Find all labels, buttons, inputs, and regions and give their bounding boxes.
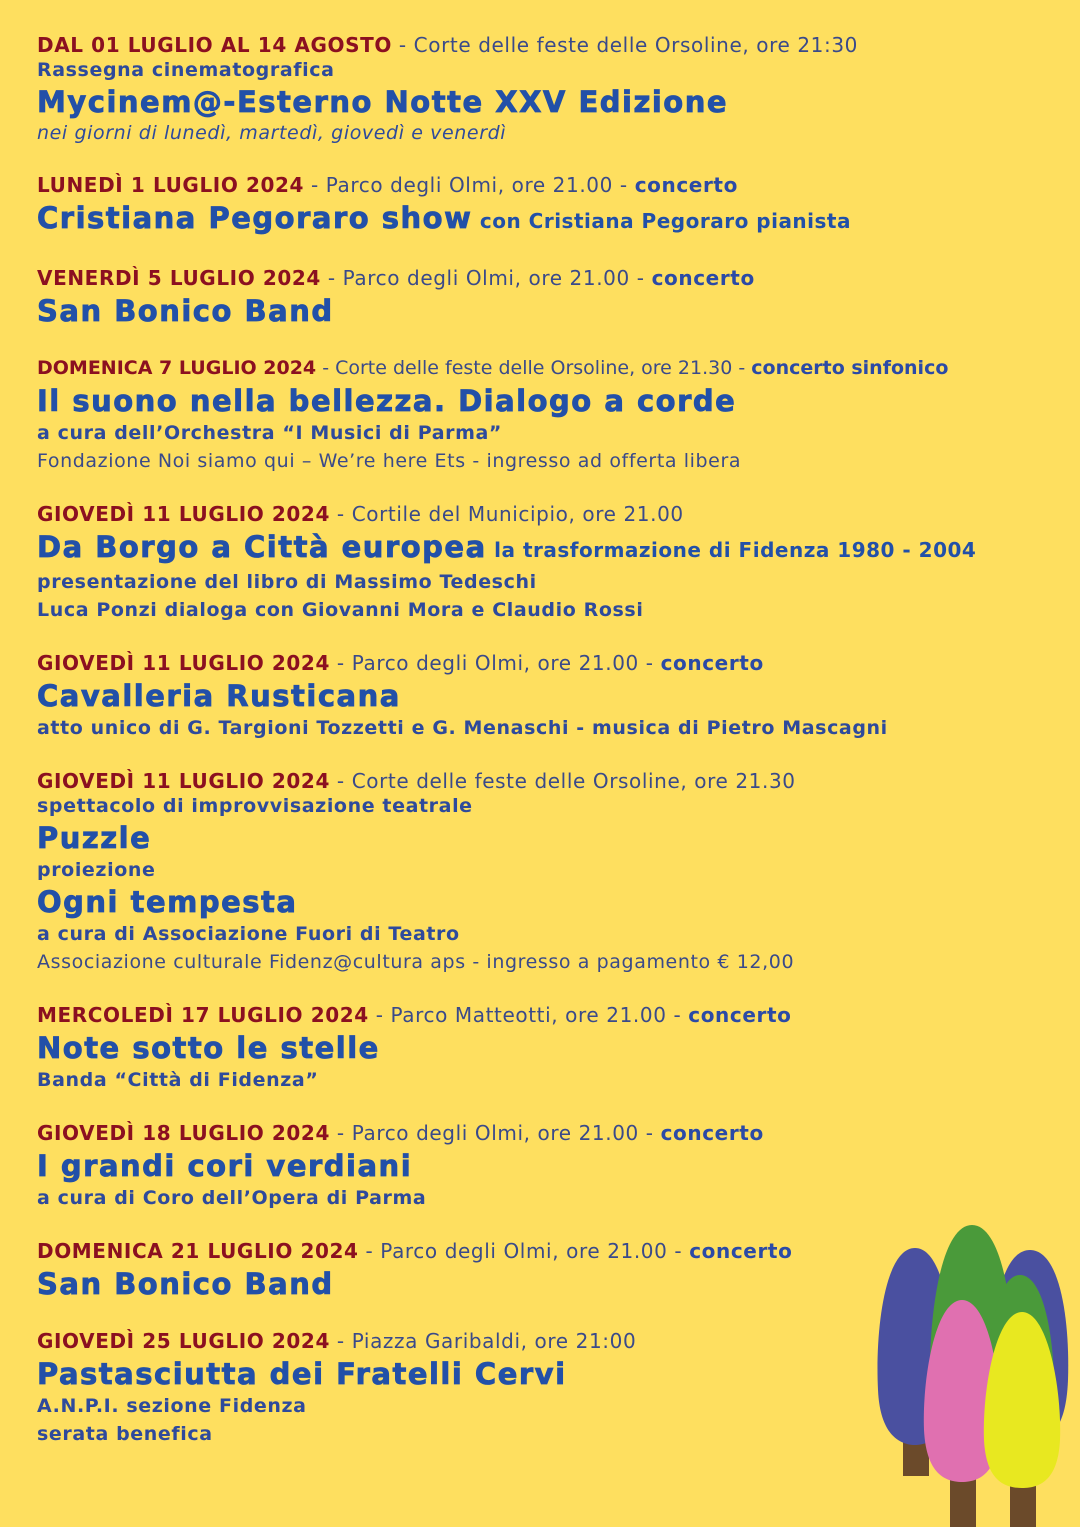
- event-note: nei giorni di lunedì, martedì, giovedì e venerdì: [37, 122, 507, 144]
- event-date: GIOVEDÌ 11 LUGLIO 2024: [37, 502, 330, 526]
- event-info: Fondazione Noi siamo qui – We’re here Ets - ingresso ad offerta libera: [37, 450, 742, 472]
- event-date: GIOVEDÌ 18 LUGLIO 2024: [37, 1121, 330, 1145]
- event-title-sub: la trasformazione di Fidenza 1980 - 2004: [486, 538, 977, 562]
- event-title: Puzzle: [37, 821, 152, 855]
- event-detail: a cura di Coro dell’Opera di Parma: [37, 1187, 427, 1209]
- event-title: Il suono nella bellezza. Dialogo a corde: [37, 384, 737, 418]
- event-3: [37, 263, 1067, 329]
- event-detail: Luca Ponzi dialoga con Giovanni Mora e Claudio Rossi: [37, 599, 644, 621]
- event-detail: proiezione: [37, 859, 156, 881]
- event-date: LUNEDÌ 1 LUGLIO 2024: [37, 173, 305, 197]
- event-detail: presentazione del libro di Massimo Tedeschi: [37, 571, 537, 593]
- event-5: [37, 499, 1067, 624]
- event-title-sub: con Cristiana Pegoraro pianista: [472, 209, 851, 233]
- event-title: Cavalleria Rusticana: [37, 679, 401, 713]
- event-2: [37, 170, 1067, 239]
- event-date: DAL 01 LUGLIO AL 14 AGOSTO: [37, 33, 392, 57]
- event-location: - Parco degli Olmi, ore 21.00 -: [304, 173, 635, 197]
- event-category: Rassegna cinematografica: [37, 59, 335, 81]
- event-detail: serata benefica: [37, 1423, 213, 1445]
- event-detail: a cura dell’Orchestra “I Musici di Parma”: [37, 422, 503, 444]
- event-title: Da Borgo a Città europea: [37, 530, 487, 564]
- event-date: DOMENICA 21 LUGLIO 2024: [37, 1239, 359, 1263]
- event-date: MERCOLEDÌ 17 LUGLIO 2024: [37, 1003, 369, 1027]
- event-kind: concerto: [634, 173, 738, 197]
- event-detail: atto unico di G. Targioni Tozzetti e G. Menaschi - musica di Pietro Mascagni: [37, 717, 888, 739]
- event-location: - Parco degli Olmi, ore 21.00 -: [329, 1121, 661, 1145]
- event-title: Pastasciutta dei Fratelli Cervi: [37, 1357, 567, 1391]
- event-title: Mycinem@-Esterno Notte XXV Edizione: [37, 85, 729, 119]
- trees-illustration: [870, 1220, 1080, 1527]
- event-8: [37, 1000, 1067, 1094]
- event-date: GIOVEDÌ 11 LUGLIO 2024: [37, 769, 330, 793]
- event-date: GIOVEDÌ 25 LUGLIO 2024: [37, 1329, 330, 1353]
- event-7: [37, 766, 1067, 976]
- event-title: San Bonico Band: [37, 294, 334, 328]
- event-title-2: Ogni tempesta: [37, 885, 298, 919]
- event-location: - Cortile del Municipio, ore 21.00: [329, 502, 684, 526]
- event-kind: concerto: [688, 1003, 792, 1027]
- event-category: spettacolo di improvvisazione teatrale: [37, 795, 473, 817]
- event-detail: a cura di Associazione Fuori di Teatro: [37, 923, 460, 945]
- event-location: - Parco degli Olmi, ore 21.00 -: [329, 651, 661, 675]
- event-location: - Corte delle feste delle Orsoline, ore 21.30 -: [316, 357, 752, 379]
- event-date: GIOVEDÌ 11 LUGLIO 2024: [37, 651, 330, 675]
- event-title: San Bonico Band: [37, 1267, 334, 1301]
- event-date: DOMENICA 7 LUGLIO 2024: [37, 357, 317, 379]
- event-9: [37, 1118, 1067, 1212]
- event-kind: concerto: [660, 651, 764, 675]
- event-kind: concerto: [660, 1121, 764, 1145]
- event-6: [37, 648, 1067, 742]
- event-location: - Parco degli Olmi, ore 21.00 -: [358, 1239, 690, 1263]
- event-info: Associazione culturale Fidenz@cultura aps - ingresso a pagamento € 12,00: [37, 951, 795, 973]
- event-location: - Parco Matteotti, ore 21.00 -: [368, 1003, 689, 1027]
- event-location: - Corte delle feste delle Orsoline, ore 21.30: [329, 769, 796, 793]
- event-title: Cristiana Pegoraro show: [37, 201, 473, 235]
- event-title: Note sotto le stelle: [37, 1031, 380, 1065]
- event-location: - Corte delle feste delle Orsoline, ore 21:30: [391, 33, 858, 57]
- event-kind: concerto: [651, 266, 755, 290]
- event-location: - Parco degli Olmi, ore 21.00 -: [320, 266, 652, 290]
- event-kind: concerto sinfonico: [751, 357, 949, 379]
- event-title: I grandi cori verdiani: [37, 1149, 413, 1183]
- event-detail: Banda “Città di Fidenza”: [37, 1069, 319, 1091]
- event-1: [37, 30, 1067, 146]
- event-detail: A.N.P.I. sezione Fidenza: [37, 1395, 307, 1417]
- event-kind: concerto: [689, 1239, 793, 1263]
- event-location: - Piazza Garibaldi, ore 21:00: [329, 1329, 637, 1353]
- event-4: [37, 353, 1067, 475]
- event-date: VENERDÌ 5 LUGLIO 2024: [37, 266, 321, 290]
